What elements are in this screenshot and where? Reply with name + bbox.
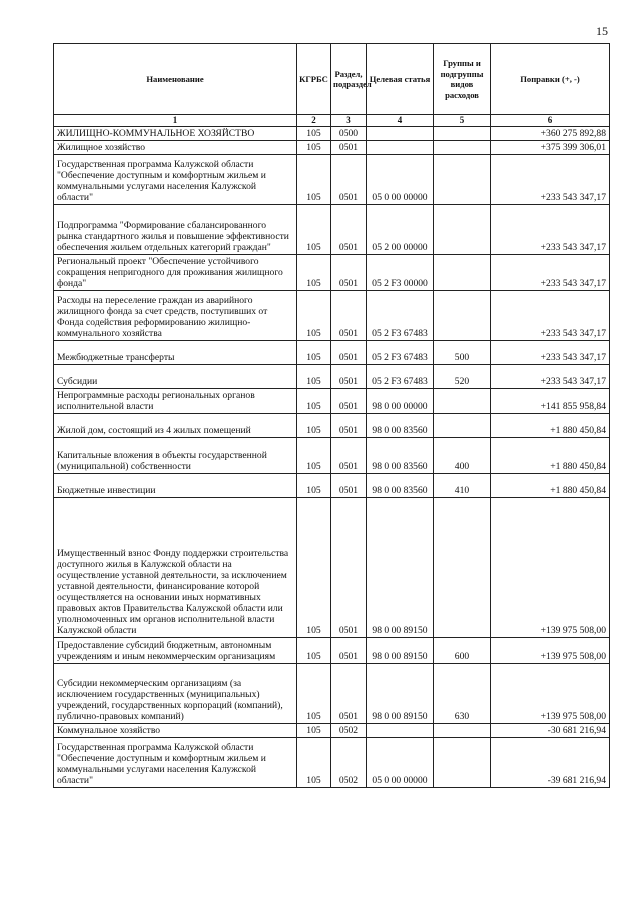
row-target: 05 0 00 00000 (367, 738, 434, 788)
row-section: 0501 (331, 205, 367, 255)
column-numbers-row (54, 115, 610, 127)
row-group (434, 127, 491, 141)
row-target (367, 127, 434, 141)
row-kgrbs: 105 (297, 291, 331, 341)
row-target: 98 0 00 00000 (367, 389, 434, 414)
table-row (54, 438, 610, 474)
row-amount: +233 543 347,17 (491, 155, 610, 205)
row-amount: +233 543 347,17 (491, 365, 610, 389)
row-kgrbs: 105 (297, 141, 331, 155)
row-kgrbs: 105 (297, 724, 331, 738)
column-number: 6 (491, 115, 610, 127)
row-section: 0501 (331, 638, 367, 664)
row-target: 05 2 F3 67483 (367, 341, 434, 365)
row-kgrbs: 105 (297, 664, 331, 724)
row-group: 500 (434, 341, 491, 365)
row-name: Государственная программа Калужской области "Обеспечение доступным и комфортным жильем и коммунальными услугами населения Калужской области" (54, 738, 297, 788)
row-kgrbs: 105 (297, 438, 331, 474)
row-amount: +139 975 508,00 (491, 638, 610, 664)
row-group (434, 255, 491, 291)
row-kgrbs: 105 (297, 255, 331, 291)
header-target: Целевая статья (367, 44, 434, 115)
row-section: 0501 (331, 291, 367, 341)
row-target: 05 2 F3 67483 (367, 365, 434, 389)
row-kgrbs: 105 (297, 414, 331, 438)
row-amount: +1 880 450,84 (491, 438, 610, 474)
table-row (54, 205, 610, 255)
column-number: 4 (367, 115, 434, 127)
row-group: 410 (434, 474, 491, 498)
row-group (434, 291, 491, 341)
table-row (54, 638, 610, 664)
row-name: Подпрограмма "Формирование сбалансированного рынка стандартного жилья и повышение эффективности обеспечения жильем отдельных категорий граждан" (54, 205, 297, 255)
row-kgrbs: 105 (297, 474, 331, 498)
row-name: Расходы на переселение граждан из аварийного жилищного фонда за счет средств, поступивших от Фонда содействия реформированию жилищно-коммунального хозяйства (54, 291, 297, 341)
row-name: ЖИЛИЩНО-КОММУНАЛЬНОЕ ХОЗЯЙСТВО (54, 127, 297, 141)
table-row (54, 291, 610, 341)
row-kgrbs: 105 (297, 498, 331, 638)
row-group (434, 141, 491, 155)
row-section: 0502 (331, 724, 367, 738)
row-section: 0501 (331, 341, 367, 365)
row-target: 98 0 00 83560 (367, 414, 434, 438)
row-amount: -30 681 216,94 (491, 724, 610, 738)
row-amount: +233 543 347,17 (491, 341, 610, 365)
table-row (54, 341, 610, 365)
row-group: 520 (434, 365, 491, 389)
table-row (54, 389, 610, 414)
table-row (54, 664, 610, 724)
column-number: 3 (331, 115, 367, 127)
row-group (434, 155, 491, 205)
table-row (54, 155, 610, 205)
row-group: 400 (434, 438, 491, 474)
table-row (54, 498, 610, 638)
table-row (54, 141, 610, 155)
table-body (54, 127, 610, 788)
row-section: 0501 (331, 141, 367, 155)
row-section: 0501 (331, 365, 367, 389)
row-section: 0501 (331, 255, 367, 291)
table-row (54, 474, 610, 498)
row-target (367, 141, 434, 155)
row-amount: +233 543 347,17 (491, 291, 610, 341)
row-section: 0502 (331, 738, 367, 788)
table-row (54, 365, 610, 389)
row-kgrbs: 105 (297, 341, 331, 365)
row-name: Непрограммные расходы региональных органов исполнительной власти (54, 389, 297, 414)
row-name: Жилой дом, состоящий из 4 жилых помещений (54, 414, 297, 438)
table-row (54, 738, 610, 788)
row-group (434, 205, 491, 255)
row-kgrbs: 105 (297, 389, 331, 414)
row-amount: +139 975 508,00 (491, 498, 610, 638)
row-target: 98 0 00 83560 (367, 474, 434, 498)
row-name: Государственная программа Калужской области "Обеспечение доступным и комфортным жильем и коммунальными услугами населения Калужской области" (54, 155, 297, 205)
row-section: 0501 (331, 664, 367, 724)
table-row (54, 414, 610, 438)
header-row (54, 44, 610, 115)
header-name: Наименование (54, 44, 297, 115)
row-target: 98 0 00 83560 (367, 438, 434, 474)
row-kgrbs: 105 (297, 127, 331, 141)
row-section: 0501 (331, 474, 367, 498)
header-section: Раздел, подраздел (331, 44, 367, 115)
header-amendments: Поправки (+, -) (491, 44, 610, 115)
column-number: 5 (434, 115, 491, 127)
row-amount: +1 880 450,84 (491, 414, 610, 438)
row-section: 0501 (331, 498, 367, 638)
row-group (434, 738, 491, 788)
row-amount: +233 543 347,17 (491, 205, 610, 255)
row-target: 05 0 00 00000 (367, 155, 434, 205)
row-target: 98 0 00 89150 (367, 498, 434, 638)
page-number: 15 (596, 24, 608, 38)
row-group (434, 414, 491, 438)
row-name: Субсидии некоммерческим организациям (за исключением государственных (муниципальных) учреждений, государственных корпораций (компаний), публично-правовых компаний) (54, 664, 297, 724)
row-amount: -39 681 216,94 (491, 738, 610, 788)
row-name: Региональный проект "Обеспечение устойчивого сокращения непригодного для проживания жилищного фонда" (54, 255, 297, 291)
row-name: Коммунальное хозяйство (54, 724, 297, 738)
table-row (54, 255, 610, 291)
row-target: 05 2 00 00000 (367, 205, 434, 255)
row-section: 0501 (331, 155, 367, 205)
header-groups: Группы и подгруппы видов расходов (434, 44, 491, 115)
table-row (54, 127, 610, 141)
row-target: 05 2 F3 67483 (367, 291, 434, 341)
row-section: 0501 (331, 389, 367, 414)
row-target: 98 0 00 89150 (367, 638, 434, 664)
row-kgrbs: 105 (297, 638, 331, 664)
row-name: Бюджетные инвестиции (54, 474, 297, 498)
row-amount: +360 275 892,88 (491, 127, 610, 141)
row-kgrbs: 105 (297, 155, 331, 205)
row-section: 0500 (331, 127, 367, 141)
row-name: Предоставление субсидий бюджетным, автономным учреждениям и иным некоммерческим организациям (54, 638, 297, 664)
row-group: 600 (434, 638, 491, 664)
header-kgrbs: КГРБС (297, 44, 331, 115)
budget-table (53, 43, 610, 788)
row-group (434, 724, 491, 738)
row-group (434, 389, 491, 414)
row-amount: +233 543 347,17 (491, 255, 610, 291)
row-target: 05 2 F3 00000 (367, 255, 434, 291)
table-row (54, 724, 610, 738)
row-kgrbs: 105 (297, 738, 331, 788)
row-section: 0501 (331, 438, 367, 474)
row-amount: +375 399 306,01 (491, 141, 610, 155)
row-amount: +139 975 508,00 (491, 664, 610, 724)
row-name: Жилищное хозяйство (54, 141, 297, 155)
row-group (434, 498, 491, 638)
row-name: Субсидии (54, 365, 297, 389)
row-kgrbs: 105 (297, 365, 331, 389)
column-number: 2 (297, 115, 331, 127)
row-name: Капитальные вложения в объекты государственной (муниципальной) собственности (54, 438, 297, 474)
row-group: 630 (434, 664, 491, 724)
row-amount: +141 855 958,84 (491, 389, 610, 414)
row-amount: +1 880 450,84 (491, 474, 610, 498)
row-section: 0501 (331, 414, 367, 438)
row-target: 98 0 00 89150 (367, 664, 434, 724)
row-name: Имущественный взнос Фонду поддержки строительства доступного жилья в Калужской области на осуществление уставной деятельности, за исключением уставной деятельности, финансирование которой осуществляется на основании иных нормативных правовых актов Правительства Калужской области или уполномоченных им органов исполнительной власти Калужской области (54, 498, 297, 638)
row-target (367, 724, 434, 738)
row-kgrbs: 105 (297, 205, 331, 255)
row-name: Межбюджетные трансферты (54, 341, 297, 365)
column-number: 1 (54, 115, 297, 127)
